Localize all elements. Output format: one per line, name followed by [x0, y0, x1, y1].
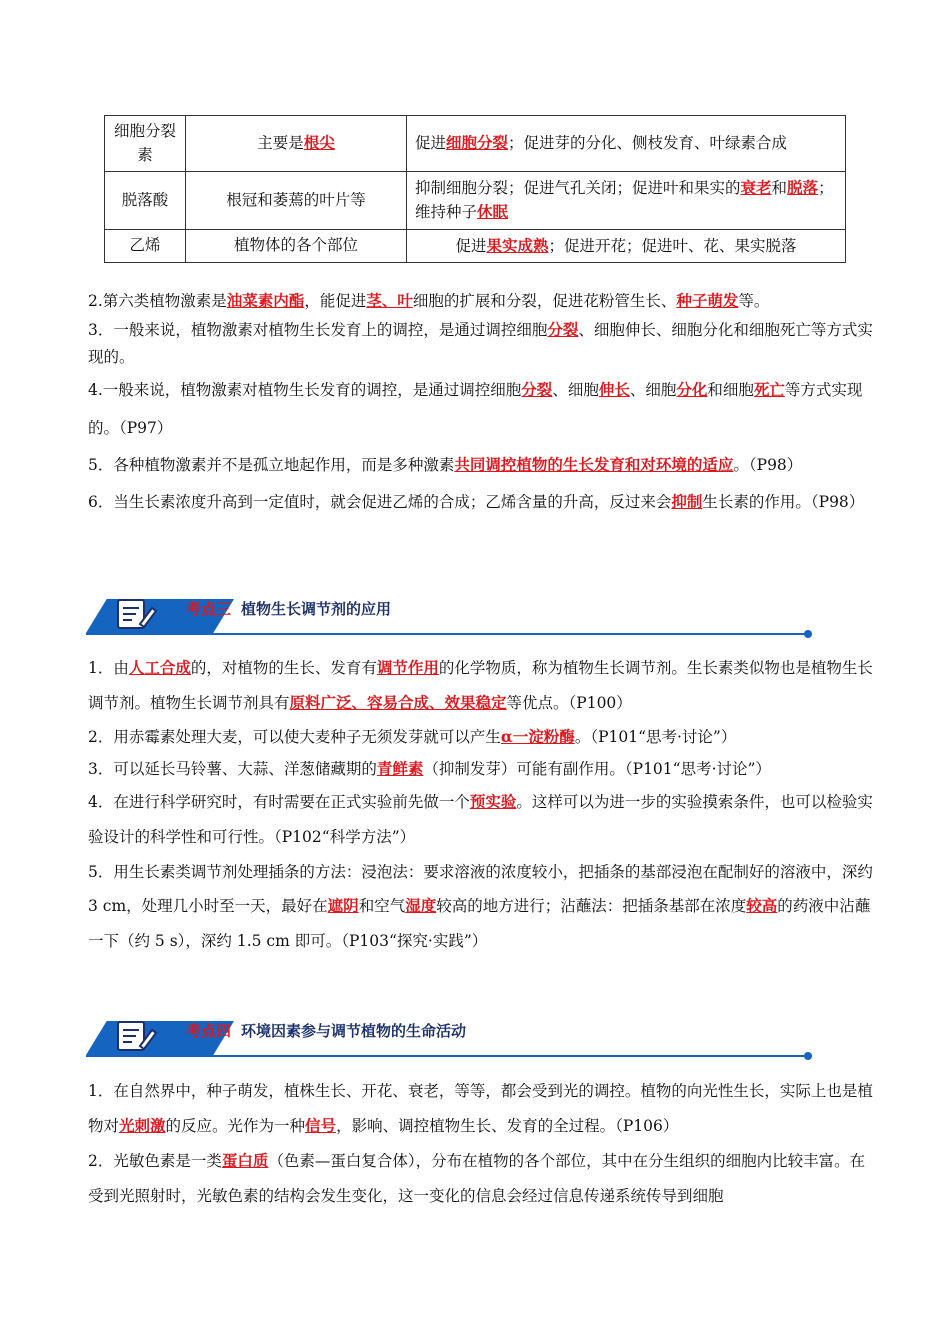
section-title: 考点四 环境因素参与调节植物的生命活动	[186, 1022, 467, 1040]
note-6: 6．当生长素浓度升高到一定值时，就会促进乙烯的合成；乙烯含量的升高，反过来会抑制生长素的作用。（P98）	[88, 492, 865, 512]
header-rule-end-dot	[804, 630, 812, 638]
section-environment	[88, 1074, 874, 1214]
header-rule	[86, 633, 808, 635]
item-4: 4．在进行科学研究时，有时需要在正式实验前先做一个预实验。这样可以为进一步的实验摸索条件，也可以检验实验设计的科学性和可行性。（P102“科学方法”）	[88, 791, 873, 846]
item-1: 1．在自然界中，种子萌发，植株生长、开花、衰老，等等，都会受到光的调控。植物的向光性生长，实际上也是植物对光刺激的反应。光作为一种信号，影响、调控植物生长、发育的全过程。（P106）	[88, 1082, 873, 1135]
header-rule	[86, 1055, 808, 1057]
hormone-function: 促进果实成熟；促进开花；促进叶、花、果实脱落	[407, 229, 846, 262]
notepad-pencil-icon	[110, 594, 160, 634]
note-3: 3．一般来说，植物激素对植物生长发育上的调控，是通过调控细胞分裂、细胞伸长、细胞分化和细胞死亡等方式实现的。	[88, 320, 873, 367]
table-row	[105, 172, 846, 230]
section-header-3	[86, 594, 816, 642]
note-5: 5．各种植物激素并不是孤立地起作用，而是多种激素共同调控植物的生长发育和对环境的适应。（P98）	[88, 454, 803, 474]
section-hormone-notes	[88, 286, 874, 522]
hormone-name: 乙烯	[105, 229, 186, 262]
hormone-name: 脱落酸	[105, 172, 186, 230]
table-row	[105, 116, 846, 172]
hormone-source: 主要是根尖	[186, 116, 407, 172]
note-2: 2.第六类植物激素是油菜素内酯，能促进茎、叶细胞的扩展和分裂，促进花粉管生长、种子萌发等。	[88, 291, 770, 310]
notepad-pencil-icon	[110, 1016, 160, 1056]
section-title: 考点三 植物生长调节剂的应用	[186, 600, 392, 618]
table-row	[105, 229, 846, 262]
item-2: 2．用赤霉素处理大麦，可以使大麦种子无须发芽就可以产生α一淀粉酶。（P101“思考·讨论”）	[88, 726, 737, 746]
item-3: 3．可以延长马铃薯、大蒜、洋葱储藏期的青鲜素（抑制发芽）可能有副作用。（P101“思考·讨论”）	[88, 758, 771, 778]
hormone-function: 抑制细胞分裂；促进气孔关闭；促进叶和果实的衰老和脱落；维持种子休眠	[407, 172, 846, 230]
item-5: 5．用生长素类调节剂处理插条的方法：浸泡法：要求溶液的浓度较小，把插条的基部浸泡在配制好的溶液中，深约 3 cm，处理几小时至一天，最好在遮阴和空气湿度较高的地方进行；沾蘸法：把插条基部在浓度较高的药液中沾蘸一下（约 5 s），深约 1.5 cm 即可。（P103“探究·实践”）	[88, 862, 873, 951]
hormone-source: 根冠和萎蔫的叶片等	[186, 172, 407, 230]
section-header-4	[86, 1016, 816, 1064]
item-2: 2．光敏色素是一类蛋白质（色素—蛋白复合体），分布在植物的各个部位，其中在分生组织的细胞内比较丰富。在受到光照射时，光敏色素的结构会发生变化，这一变化的信息会经过信息传递系统传导到细胞	[88, 1150, 866, 1205]
header-rule-end-dot	[804, 1052, 812, 1060]
hormone-table	[104, 115, 846, 263]
hormone-name: 细胞分裂素	[105, 116, 186, 172]
note-4: 4.一般来说，植物激素对植物生长发育的调控，是通过调控细胞分裂、细胞伸长、细胞分化和细胞死亡等方式实现的。（P97）	[88, 380, 863, 437]
section-regulators	[88, 651, 874, 959]
hormone-function: 促进细胞分裂；促进芽的分化、侧枝发育、叶绿素合成	[407, 116, 846, 172]
hormone-source: 植物体的各个部位	[186, 229, 407, 262]
item-1: 1．由人工合成的，对植物的生长、发育有调节作用的化学物质，称为植物生长调节剂。生长素类似物也是植物生长调节剂。植物生长调节剂具有原料广泛、容易合成、效果稳定等优点。（P100）	[88, 658, 873, 712]
